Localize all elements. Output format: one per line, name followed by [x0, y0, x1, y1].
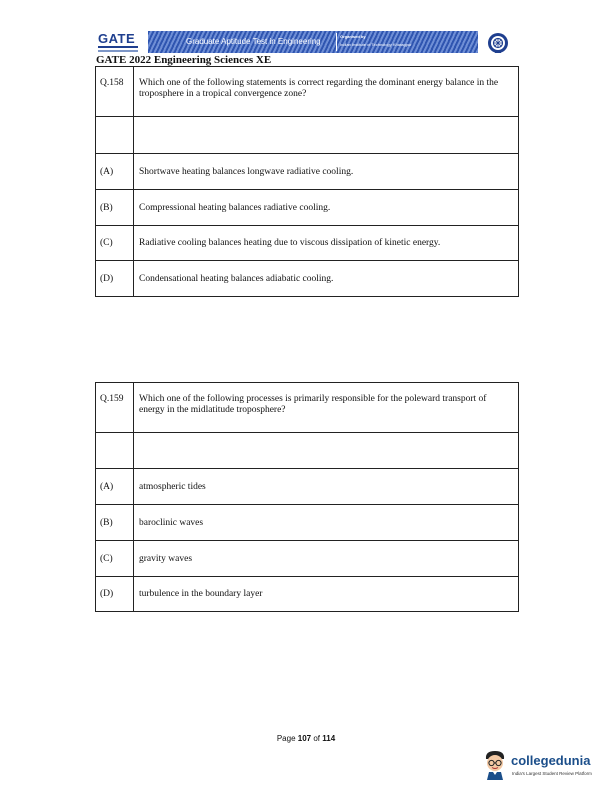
option-text: atmospheric tides: [134, 469, 519, 505]
question-number: Q.159: [96, 383, 134, 433]
brand-tagline: India's Largest Student Review Platform: [512, 771, 592, 776]
option-label: (D): [96, 577, 134, 612]
gate-logo: [98, 31, 146, 55]
blank-cell: [96, 433, 134, 469]
page-current: 107: [297, 734, 312, 743]
banner-title: Graduate Aptitude Test in Engineering: [186, 37, 321, 46]
option-text: gravity waves: [134, 541, 519, 577]
option-text: turbulence in the boundary layer: [134, 577, 519, 612]
organized-by-label: Organised by: [340, 34, 366, 39]
question-text: Which one of the following processes is primarily responsible for the poleward transport of energy in the midlatitude troposphere?: [134, 383, 519, 433]
option-text: Compressional heating balances radiative cooling.: [134, 190, 519, 226]
brand-name: collegedunia: [511, 753, 591, 768]
option-label: (A): [96, 469, 134, 505]
page-number: [0, 734, 612, 743]
option-label: (C): [96, 541, 134, 577]
banner-divider: [336, 33, 337, 51]
option-label: (A): [96, 154, 134, 190]
option-text: baroclinic waves: [134, 505, 519, 541]
gate-logo-text: GATE: [98, 31, 136, 46]
page-total: 114: [322, 734, 336, 743]
option-text: Condensational heating balances adiabatic cooling.: [134, 261, 519, 297]
blank-cell: [134, 117, 519, 154]
question-table-158: [95, 66, 519, 297]
option-text: Radiative cooling balances heating due to viscous dissipation of kinetic energy.: [134, 226, 519, 261]
option-label: (C): [96, 226, 134, 261]
blank-cell: [96, 117, 134, 154]
option-label: (D): [96, 261, 134, 297]
option-label: (B): [96, 190, 134, 226]
option-text: Shortwave heating balances longwave radiative cooling.: [134, 154, 519, 190]
page-prefix: Page: [276, 734, 296, 743]
option-label: (B): [96, 505, 134, 541]
question-number: Q.158: [96, 67, 134, 117]
iit-emblem-icon: [486, 31, 510, 55]
organizer-name: Indian Institute of Technology Kharagpur: [340, 42, 412, 47]
question-text: Which one of the following statements is correct regarding the dominant energy balance in the troposphere in a tropical convergence zone?: [134, 67, 519, 117]
blank-cell: [134, 433, 519, 469]
question-table-159: [95, 382, 519, 612]
exam-title: GATE 2022 Engineering Sciences XE: [96, 54, 272, 66]
collegedunia-mascot-icon: [482, 749, 508, 781]
page-of: of: [313, 734, 321, 743]
